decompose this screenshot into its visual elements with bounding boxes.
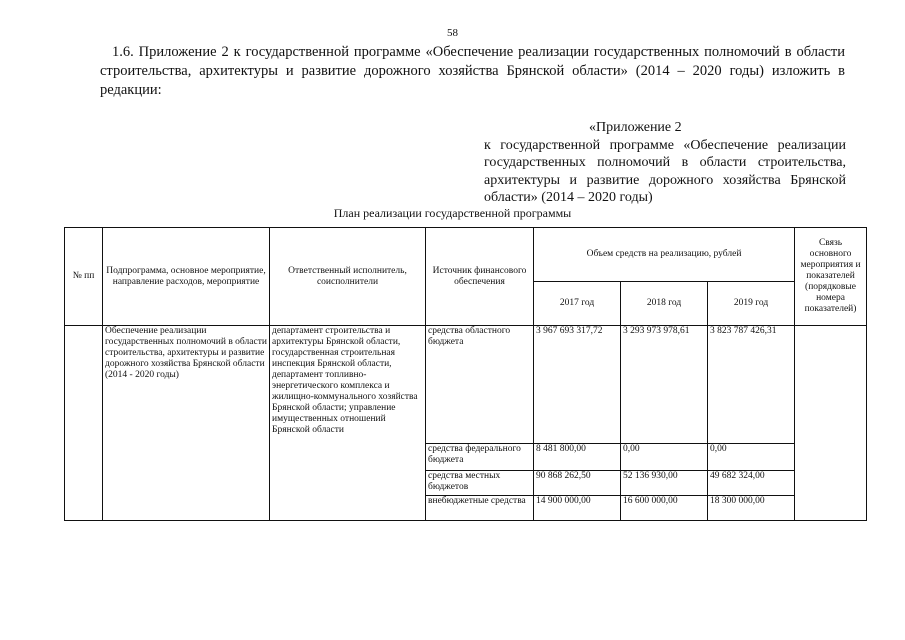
appendix-line-2: к государственной программе «Обеспечение реализации — [484, 137, 846, 153]
cell-link — [795, 326, 867, 521]
page-number: 58 — [447, 27, 458, 39]
table-header-row — [65, 228, 867, 282]
header-executor: Ответственный исполнитель, соисполнители — [270, 228, 426, 326]
header-num: № пп — [65, 228, 103, 326]
plan-title: План реализации государственной программы — [333, 206, 572, 220]
cell-2018: 0,00 — [621, 444, 708, 471]
table-row — [65, 326, 867, 444]
cell-source: средства местных бюджетов — [426, 471, 534, 496]
cell-source: средства областного бюджета — [426, 326, 534, 444]
cell-2019: 18 300 000,00 — [708, 496, 795, 521]
header-year-2019: 2019 год — [708, 282, 795, 326]
header-volume: Объем средств на реализацию, рублей — [534, 228, 795, 282]
appendix-line-3: государственных полномочий в области строительства, — [484, 155, 846, 170]
appendix-line-4: архитектуры и развитие дорожного хозяйства Брянской — [484, 172, 846, 188]
cell-2017: 3 967 693 317,72 — [534, 326, 621, 444]
appendix-header — [484, 119, 846, 207]
cell-2017: 14 900 000,00 — [534, 496, 621, 521]
appendix-line-1: «Приложение 2 — [589, 120, 682, 135]
header-source: Источник финансового обеспечения — [426, 228, 534, 326]
cell-2018: 52 136 930,00 — [621, 471, 708, 496]
cell-executor: департамент строительства и архитектуры Брянской области, государственная строительная инспекция Брянской области, департамент топливно-энергетического комплекса и жилищно-коммунального хозяйства Брянской области; управление имущественных отношений Брянской области — [270, 326, 426, 521]
cell-2019: 0,00 — [708, 444, 795, 471]
header-year-2017: 2017 год — [534, 282, 621, 326]
cell-2019: 49 682 324,00 — [708, 471, 795, 496]
cell-num — [65, 326, 103, 521]
header-program: Подпрограмма, основное мероприятие, направление расходов, мероприятие — [103, 228, 270, 326]
intro-paragraph: 1.6. Приложение 2 к государственной программе «Обеспечение реализации государственных полномочий в области строительства, архитектуры и развитие дорожного хозяйства Брянской области» (2014 – 2020 годы) изложить в редакции: — [100, 44, 845, 98]
cell-2017: 8 481 800,00 — [534, 444, 621, 471]
cell-2018: 3 293 973 978,61 — [621, 326, 708, 444]
cell-source: средства федерального бюджета — [426, 444, 534, 471]
cell-2019: 3 823 787 426,31 — [708, 326, 795, 444]
cell-2017: 90 868 262,50 — [534, 471, 621, 496]
header-link: Связь основного мероприятия и показателей (порядковые номера показателей) — [795, 228, 867, 326]
cell-program: Обеспечение реализации государственных полномочий в области строительства, архитектуры и развитие дорожного хозяйства Брянской области (2014 - 2020 годы) — [103, 326, 270, 521]
cell-2018: 16 600 000,00 — [621, 496, 708, 521]
cell-source: внебюджетные средства — [426, 496, 534, 521]
plan-table — [64, 227, 867, 521]
header-year-2018: 2018 год — [621, 282, 708, 326]
appendix-line-5: области» (2014 – 2020 годы) — [484, 190, 653, 205]
